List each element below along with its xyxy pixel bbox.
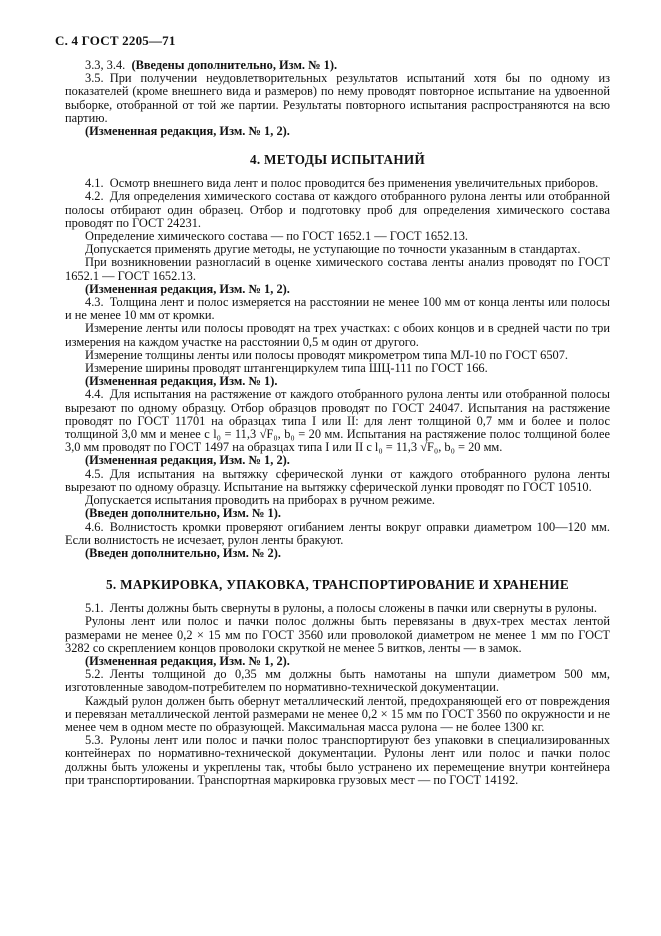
document-body bbox=[65, 59, 610, 787]
clause-4-5 bbox=[65, 468, 610, 494]
text-run: Определение химического состава — по ГОСТ 1652.1 — ГОСТ 1652.13. bbox=[85, 229, 469, 244]
text-run: 3.5. При получении неудовлетворительных результатов испытаний хотя бы по одному из показателей (кроме внешнего вида и размеров) по нему проводят повторное испытание на удвоенной выборке, отобранной от той же партии. Результаты повторного испытания распространяются на всю партию. bbox=[65, 71, 610, 125]
text-run: 4.3. Толщина лент и полос измеряется на расстоянии не менее 100 мм от конца ленты или полосы и не менее 10 мм от кромки. bbox=[65, 295, 610, 323]
page-header: С. 4 ГОСТ 2205—71 bbox=[55, 33, 176, 48]
text-run: 3.3, 3.4. bbox=[85, 58, 132, 72]
text-run: Измерение ширины проводят штангенциркулем типа ШЦ-111 по ГОСТ 166. bbox=[85, 361, 488, 376]
section-4-heading: 4. МЕТОДЫ ИСПЫТАНИЙ bbox=[249, 152, 426, 168]
bold-text-run: (Введен дополнительно, Изм. № 2). bbox=[85, 545, 281, 560]
text-run: При возникновении разногласий в оценке химического состава ленты анализ проводят по ГОСТ 1652.1 — ГОСТ 1652.13. bbox=[65, 255, 610, 283]
text-run: 4.2. Для определения химического состава от каждого отобранного рулона ленты или отобранной полосы отбирают один образец. Отбор и подготовку проб для определения химического состава проводят по ГОСТ 24231. bbox=[65, 189, 610, 230]
bold-text-run: (Измененная редакция, Изм. № 1, 2). bbox=[85, 653, 290, 668]
bold-text-run: (Измененная редакция, Изм. № 1, 2). bbox=[85, 124, 290, 139]
text-run: Допускается испытания проводить на приборах в ручном режиме. bbox=[85, 493, 436, 508]
clause-3-5 bbox=[65, 72, 610, 125]
bold-text-run: (Измененная редакция, Изм. № 1). bbox=[85, 374, 278, 389]
clause-5-1-tying bbox=[65, 615, 610, 655]
section-5-heading: 5. МАРКИРОВКА, УПАКОВКА, ТРАНСПОРТИРОВАНИЕ И ХРАНЕНИЕ bbox=[106, 577, 569, 593]
text-run: Каждый рулон должен быть обернут металлический лентой, предохраняющей его от повреждения и перевязан металлической лентой размерами не менее 0,2 × 15 мм по ГОСТ 3560 по окружности и не менее чем в одном месте по образующей. Максимальная масса рулона — не более 1300 кг. bbox=[65, 693, 610, 734]
clause-4-4 bbox=[65, 388, 610, 454]
clause-4-3-measure bbox=[65, 322, 610, 348]
clause-4-2-disputes bbox=[65, 256, 610, 282]
text-run: Допускается применять другие методы, не уступающие по точности указанным в стандартах. bbox=[85, 242, 581, 257]
clause-5-2-wrap bbox=[65, 695, 610, 735]
text-run: 4.6. Волнистость кромки проверяют огибанием ленты вокруг оправки диаметром 100—120 мм. Если волнистость не исчезает, рулон ленты бракуют. bbox=[65, 519, 610, 547]
text-run: 4.5. Для испытания на вытяжку сферической лунки от каждого отобранного рулона ленты вырезают по одному образцу. Испытание на вытяжку сферической лунки проводят по ГОСТ 10510. bbox=[65, 466, 610, 494]
text-run: 5.3. Рулоны лент или полос и пачки полос транспортируют без упаковки в специализированных контейнерах по нормативно-технической документации. Рулоны лент или полос и пачки полос должны быть уложены и укреплены так, чтобы было устранено их перемещение внутри контейнера при транспортировании. Транспортная маркировка грузовых мест — по ГОСТ 14192. bbox=[65, 733, 610, 787]
clause-5-2 bbox=[65, 668, 610, 694]
text-run: 5.2. Ленты толщиной до 0,35 мм должны быть намотаны на шпули диаметром 500 мм, изготовленные заводом-потребителем по нормативно-технической документации. bbox=[65, 667, 610, 695]
text-run: 4.1. Осмотр внешнего вида лент и полос проводится без применения увеличительных приборов. bbox=[85, 176, 599, 191]
amendment-note bbox=[65, 125, 610, 138]
bold-text-run: (Введены дополнительно, Изм. № 1). bbox=[131, 58, 338, 72]
clause-4-2 bbox=[65, 190, 610, 230]
bold-text-run: (Измененная редакция, Изм. № 1, 2). bbox=[85, 281, 290, 296]
text-run: Измерение ленты или полосы проводят на трех участках: с обоих концов и в средней части по три измерения на каждом участке на расстоянии 0,5 м один от другого. bbox=[65, 321, 610, 349]
text-run: Рулоны лент или полос и пачки полос должны быть перевязаны в двух-трех местах лентой размерами не менее 0,2 × 15 мм по ГОСТ 3560 или проволокой диаметром не менее 1 мм по ГОСТ 3282 со скреплением концов проволоки скруткой не менее 5 витков, ленты — в замок. bbox=[65, 614, 610, 655]
bold-text-run: (Измененная редакция, Изм. № 1, 2). bbox=[85, 453, 290, 468]
clause-4-3 bbox=[65, 296, 610, 322]
text-run: 4.4. Для испытания на растяжение от каждого отобранного рулона ленты или отобранной полосы вырезают по одному образцу. Отбор образцов проводят по ГОСТ 24047. Испытания на растяжение проводят по ГОСТ 11701 на образцах типа I или II: для лент толщиной 0,7 мм и более и полос толщиной 3,0 мм и менее с l₀ = 11,3 √F₀, b₀ = 20 мм. Испытания на растяжение полос толщиной более 3,0 мм проводят по ГОСТ 1497 на образцах типа I или II с l₀ = 11,3 √F₀, b₀ = 20 мм. bbox=[65, 387, 610, 455]
clause-4-6 bbox=[65, 521, 610, 547]
text-run: Измерение толщины ленты или полосы проводят микрометром типа МЛ-10 по ГОСТ 6507. bbox=[85, 347, 569, 362]
bold-text-run: (Введен дополнительно, Изм. № 1). bbox=[85, 506, 281, 521]
clause-5-3 bbox=[65, 734, 610, 787]
text-run: 5.1. Ленты должны быть свернуты в рулоны, а полосы сложены в пачки или свернуты в рулоны. bbox=[85, 601, 597, 616]
amendment-note bbox=[65, 547, 610, 560]
